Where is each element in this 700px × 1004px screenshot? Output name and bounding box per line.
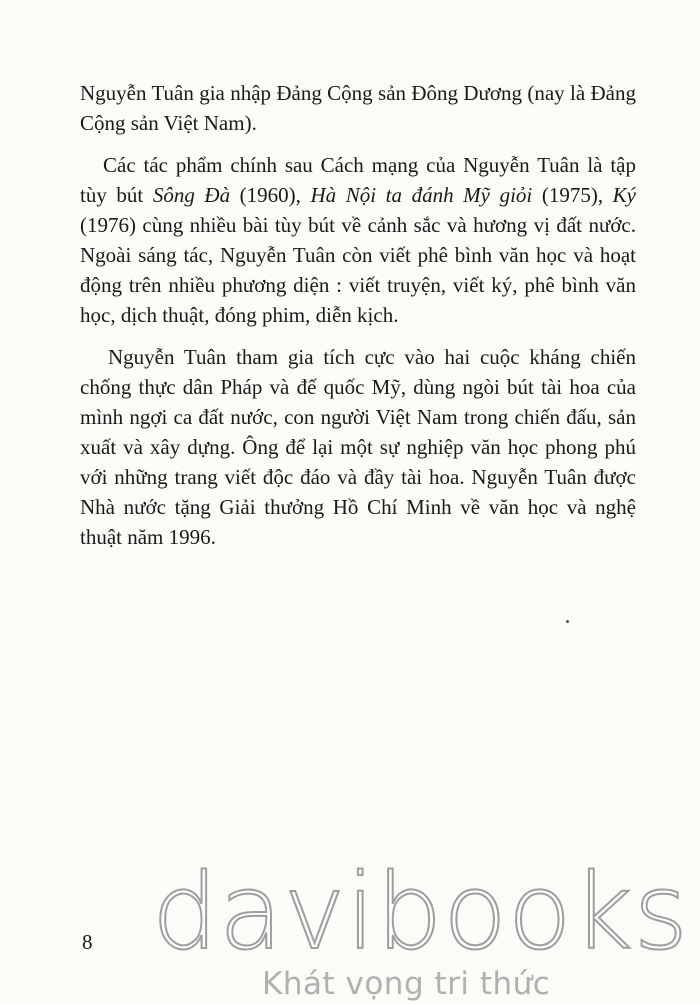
watermark-tagline: Khát vọng tri thức [262, 966, 551, 1002]
text-segment: (1960), [230, 183, 311, 207]
paragraph-1 [80, 78, 636, 138]
text-segment: (1976) cùng nhiều bài tùy bút về cảnh sắc và hương vị đất nước. Ngoài sáng tác, Nguyễn Tuân còn viết phê bình văn học và hoạt động trên nhiều phương diện : viết truyện, viết ký, phê bình văn học, dịch thuật, đóng phim, diễn kịch. [80, 213, 636, 327]
paragraph-3 [80, 342, 636, 552]
text-segment: Các tác phẩm chính sau Cách mạng của Nguyễn Tuân là tập tùy bút [80, 153, 636, 207]
work-title: Ký [612, 183, 636, 207]
text-segment: (1975), [532, 183, 613, 207]
paragraph-2 [80, 150, 636, 330]
watermark [152, 851, 692, 1002]
watermark-logo: davibooks [152, 851, 689, 973]
page-number: 8 [82, 930, 93, 954]
work-title: Sông Đà [152, 183, 231, 207]
body-text [80, 78, 636, 564]
ink-speck [566, 620, 569, 623]
work-title: Hà Nội ta đánh Mỹ giỏi [310, 183, 533, 207]
text-segment: Nguyễn Tuân tham gia tích cực vào hai cuộc kháng chiến chống thực dân Pháp và đế quốc Mỹ, dùng ngòi bút tài hoa của mình ngợi ca đất nước, con người Việt Nam trong chiến đấu, sản xuất và xây dựng. Ông để lại một sự nghiệp văn học phong phú với những trang viết độc đáo và đầy tài hoa. Nguyễn Tuân được Nhà nước tặng Giải thưởng Hồ Chí Minh về văn học và nghệ thuật năm 1996. [80, 345, 636, 549]
text-segment: Nguyễn Tuân gia nhập Đảng Cộng sản Đông Dương (nay là Đảng Cộng sản Việt Nam). [80, 81, 636, 135]
